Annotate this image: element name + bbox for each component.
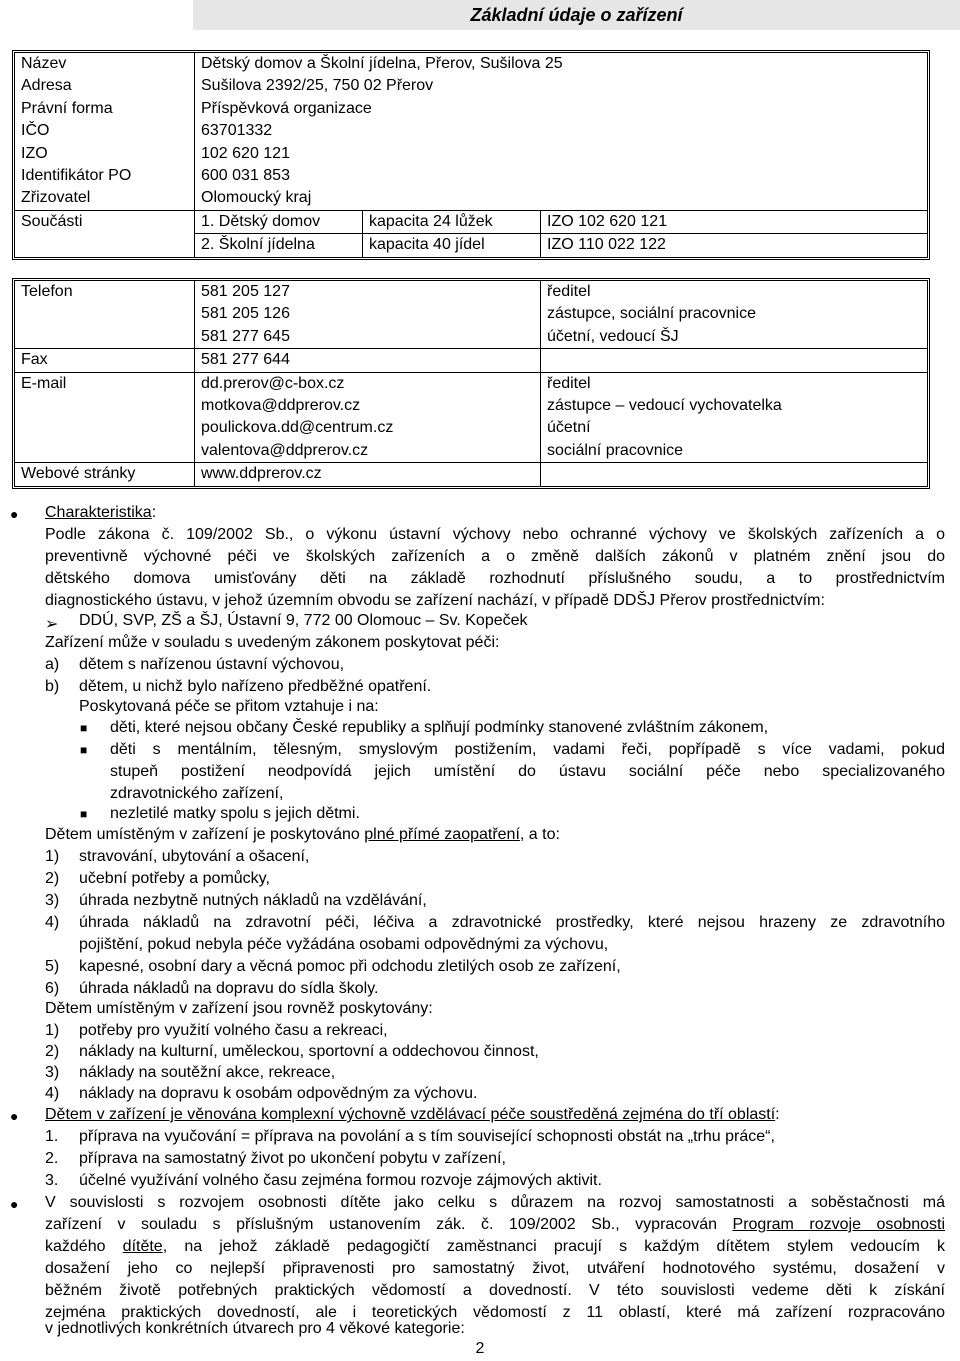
list-marker: 2) [45,870,60,887]
label-nazev: Název [15,53,195,75]
list-item: pojištění, pokud nebyla péče vyžádána osobami odpovědnými za výchovu, [79,936,609,953]
label-adresa: Adresa [15,75,195,97]
list-item: příprava na vyučování = příprava na povolání a s tím související schopnosti obstát na „trhu práce“, [79,1128,775,1145]
phone-role: účetní, vedoucí ŠJ [541,326,927,349]
list-item: nezletilé matky spolu s jejich dětmi. [110,805,360,822]
phone-role: zástupce, sociální pracovnice [547,305,756,323]
page-number: 2 [475,1340,485,1357]
label-fax: Fax [15,349,195,372]
paragraph-line: zařízení v souladu s příslušným ustanovením zák. č. 109/2002 Sb., vypracován Program rozvoje osobnosti [45,1216,946,1233]
list-item: úhrada nákladů na dopravu do sídla školy. [79,980,379,997]
list-marker: 2. [45,1150,59,1167]
email-role: zástupce – vedoucí vychovatelka [547,396,782,414]
list-item: potřeby pro využití volného času a rekreaci, [79,1022,388,1039]
value-identifikator: 600 031 853 [201,166,290,184]
charakteristika-heading: Charakteristika: [45,504,157,521]
value-izo: 102 620 121 [201,144,290,162]
bullet-icon: ● [10,1196,19,1212]
list-marker: 1) [45,848,60,865]
list-marker: 2) [45,1043,60,1060]
paragraph-line: diagnostického ústavu, v jehož územním obvodu se zařízení nachází, v případě DDŠJ Přerov prostřednictvím: [45,592,825,609]
list-item: úhrada nezbytně nutných nákladů na vzdělávání, [79,892,427,909]
value-zrizovatel: Olomoucký kraj [195,187,927,210]
label-pravni-forma: Právní forma [15,98,195,120]
list-marker: 3. [45,1172,59,1189]
paragraph-line: Poskytovaná péče se přitom vztahuje i na: [79,698,379,715]
part-2-name: 2. Školní jídelna [195,234,363,256]
email-address[interactable]: valentova@ddprerov.cz [195,440,541,463]
fax-number: 581 277 644 [195,349,541,372]
paragraph-line: dětského domova umisťovány děti na základě rozhodnutí příslušného soudu, a to prostřednictvím [45,570,945,587]
bullet-icon: ● [10,1108,19,1124]
list-item: stupeň postižení neodpovídá jejich umístění do ústavu sociální péče nebo specializovaného [110,763,945,780]
part-2-izo: IZO 110 022 122 [547,236,666,254]
part-1-izo: IZO 102 620 121 [541,211,927,234]
list-marker: 3) [45,1064,60,1081]
bullet-icon: ● [10,506,19,522]
list-item: zdravotnického zařízení, [110,785,284,802]
square-bullet-icon: ■ [80,807,88,821]
label-email: E-mail [15,373,195,395]
square-bullet-icon: ■ [80,743,88,757]
email-role: sociální pracovnice [541,440,927,463]
part-1-name: 1. Dětský domov [195,211,363,234]
paragraph-line: běžném životě potřebných praktických vědomostí a dovedností. V této souvislosti vedeme děti k získání [45,1282,945,1299]
list-item: náklady na soutěžní akce, rekreace, [79,1064,336,1081]
paragraph-line: v jednotlivých konkrétních útvarech pro 4 věkové kategorie: [45,1320,465,1337]
paragraph-line: Dětem umístěným v zařízení je poskytováno plné přímé zaopatření, a to: [45,826,560,843]
label-izo: IZO [15,143,195,165]
phone-role: ředitel [547,283,591,300]
part-1-capacity: kapacita 24 lůžek [363,211,541,234]
value-adresa: Sušilova 2392/25, 750 02 Přerov [201,77,434,95]
contacts-table [12,278,930,489]
label-telefon: Telefon [15,281,195,303]
list-item: učební potřeby a pomůcky, [79,870,270,887]
paragraph-line: každého dítěte, na jehož základě pedagogičtí zaměstnanci pracují s každým dítětem stylem vedoucím k [45,1238,946,1255]
arrow-item: DDÚ, SVP, ZŠ a ŠJ, Ústavní 9, 772 00 Olomouc – Sv. Kopeček [79,612,528,629]
paragraph-line: Zařízení může v souladu s uvedeným zákonem poskytovat péči: [45,634,500,651]
paragraph-line: V souvislosti s rozvojem osobnosti dítěte jako celku s důrazem na rozvoj samostatnosti a soběstačnosti má [45,1194,945,1211]
list-item: náklady na dopravu k osobám odpovědným za výchovu. [79,1085,478,1102]
list-item: příprava na samostatný život po ukončení pobytu v zařízení, [79,1150,506,1167]
list-marker: 4) [45,1085,60,1102]
email-address[interactable]: poulickova.dd@centrum.cz [195,417,541,439]
square-bullet-icon: ■ [80,721,88,735]
label-zrizovatel: Zřizovatel [15,187,195,210]
list-marker: 4) [45,914,60,931]
arrow-bullet-icon: ➢ [45,616,59,633]
web-link[interactable]: www.ddprerov.cz [195,463,541,485]
value-pravni-forma: Příspěvková organizace [201,99,372,117]
value-ico: 63701332 [201,122,273,140]
paragraph-line: preventivně výchovné péči ve školských zařízeních a o změně dalších zákonů v platném znění jsou do [45,548,945,565]
paragraph-line: zejména praktických dovedností, ale i teoretických vědomostí z 11 oblastí, které má zařízení rozpracováno [45,1304,945,1321]
list-marker: 1. [45,1128,59,1145]
list-item: kapesné, osobní dary a věcná pomoc při odchodu zletilých osob ze zařízení, [79,958,621,975]
email-address[interactable]: motkova@ddprerov.cz [195,395,541,417]
list-item: dětem, u nichž bylo nařízeno předběžné opatření. [79,678,432,695]
list-marker: a) [45,656,60,673]
paragraph-line: Dětem v zařízení je věnována komplexní výchovně vzdělávací péče soustředěná zejména do tří oblastí: [45,1106,780,1123]
paragraph-line: Podle zákona č. 109/2002 Sb., o výkonu ústavní výchovy nebo ochranné výchovy ve školských zařízeních a o [45,526,945,543]
phone-number: 581 205 126 [195,303,541,325]
email-address[interactable]: dd.prerov@c-box.cz [195,373,541,395]
list-item: účelné využívání volného času zejména formou rozvoje zájmových aktivit. [79,1172,602,1189]
list-marker: 5) [45,958,60,975]
label-identifikator: Identifikátor PO [15,165,195,187]
part-2-capacity: kapacita 40 jídel [363,234,541,256]
list-item: stravování, ubytování a ošacení, [79,848,310,865]
value-nazev: Dětský domov a Školní jídelna, Přerov, Sušilova 25 [201,55,563,72]
paragraph-line: Dětem umístěným v zařízení jsou rovněž poskytovány: [45,1000,433,1017]
list-marker: 6) [45,980,60,997]
email-role: ředitel [547,374,591,392]
phone-number: 581 277 645 [195,326,541,349]
list-item: úhrada nákladů na zdravotní péči, léčiva a zdravotnické prostředky, které nejsou hrazeny ze zdravotního [79,914,945,931]
list-item: děti s mentálním, tělesným, smyslovým postižením, vadami řeči, popřípadě s více vadami, pokud [110,741,945,758]
list-marker: 1) [45,1022,60,1039]
paragraph-line: dosažení jeho co nejlepší připravenosti pro samostatný život, utváření hodnotového systému, dosažení v [45,1260,945,1277]
label-web: Webové stránky [15,463,195,485]
label-soucasti: Součásti [15,211,195,234]
list-item: dětem s nařízenou ústavní výchovou, [79,656,345,673]
list-item: děti, které nejsou občany České republiky a splňují podmínky stanovené zvláštním zákonem, [110,719,769,736]
list-item: náklady na kulturní, uměleckou, sportovní a oddechovou činnost, [79,1043,539,1060]
list-marker: b) [45,678,60,695]
phone-number: 581 205 127 [195,281,541,303]
page-title: Základní údaje o zařízení [193,0,960,30]
list-marker: 3) [45,892,60,909]
basic-info-table [12,50,930,260]
email-role: účetní [547,419,591,437]
label-ico: IČO [15,120,195,142]
